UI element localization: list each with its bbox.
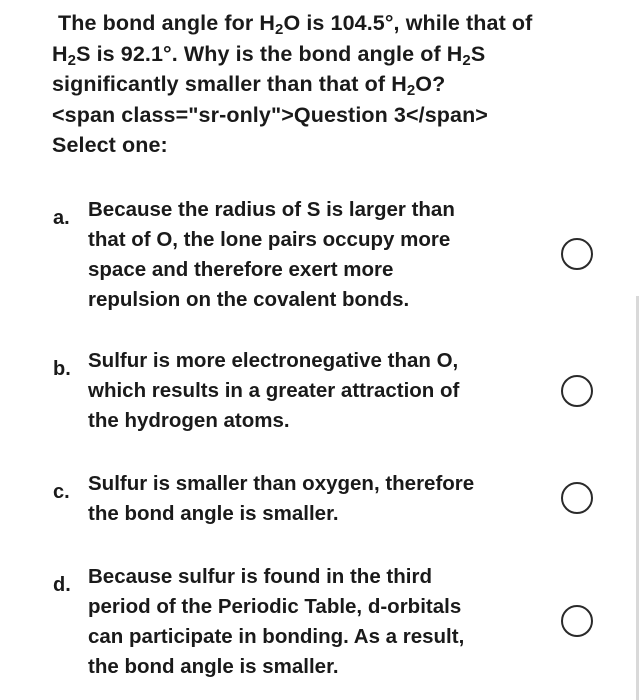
radio-button-a[interactable] (561, 238, 593, 270)
radio-button-b[interactable] (561, 375, 593, 407)
radio-button-d[interactable] (561, 605, 593, 637)
select-one-prompt: Select one: (52, 133, 168, 157)
question-sr-only-text: <span class="sr-only">Question 3</span> (52, 102, 488, 127)
option-text: Because the radius of S is larger than that of O, the lone pairs occupy more space and therefore exert more repulsion on the covalent bonds. (88, 198, 455, 311)
option-text: Sulfur is smaller than oxygen, therefore the bond angle is smaller. (88, 472, 475, 525)
option-letter: c. (53, 481, 70, 503)
answer-option-c[interactable] (0, 469, 639, 531)
radio-button-c[interactable] (561, 482, 593, 514)
option-text: Because sulfur is found in the third period of the Periodic Table, d-orbitals can participate in bonding. As a result, the bond angle is smaller. (88, 565, 465, 678)
answer-option-b[interactable] (0, 346, 639, 438)
answer-option-d[interactable] (0, 562, 639, 684)
option-text: Sulfur is more electronegative than O, which results in a greater attraction of the hydrogen atoms. (88, 349, 460, 432)
answer-option-a[interactable] (0, 195, 639, 315)
question-line-1: The bond angle for $H_2O$ is 104.5°, while that of (58, 11, 533, 38)
option-letter: a. (53, 207, 70, 229)
question-text (52, 8, 612, 161)
question-line-3: significantly smaller than that of $H_2O$? (52, 72, 446, 99)
question-line-2: $H_2S$ is 92.1°. Why is the bond angle of $H_2S$ (52, 41, 486, 69)
option-letter: d. (53, 574, 71, 596)
option-letter: b. (53, 358, 71, 380)
